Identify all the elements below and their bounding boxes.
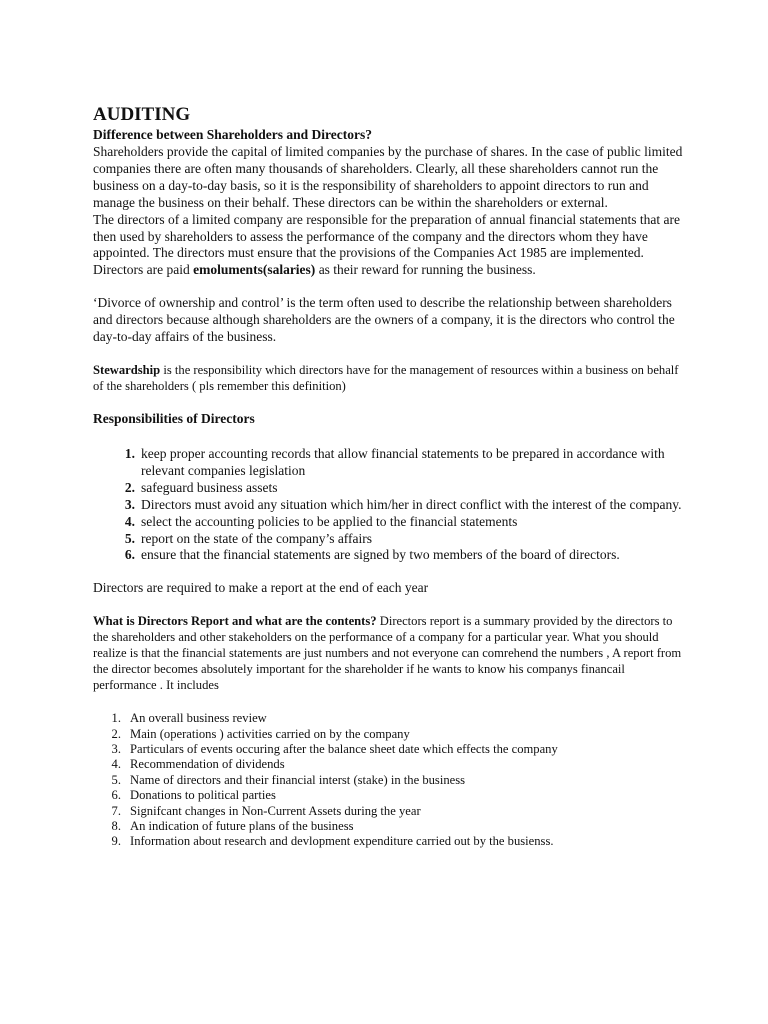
list-item-text: Donations to political parties bbox=[130, 788, 276, 803]
list-item-text: Directors must avoid any situation which him/her in direct conflict with the interest of the company. bbox=[141, 496, 682, 512]
list-item bbox=[93, 514, 683, 531]
list-item-number: 3. bbox=[111, 742, 121, 757]
list-item-text: keep proper accounting records that allow financial statements to be prepared in accordance with relevant companies legislation bbox=[141, 445, 665, 478]
document-body bbox=[93, 104, 683, 850]
list-item-text: Signifcant changes in Non-Current Assets during the year bbox=[130, 803, 421, 818]
list-item-number: 9. bbox=[111, 834, 121, 849]
list-item bbox=[93, 711, 683, 726]
list-item bbox=[93, 788, 683, 803]
document-title: AUDITING bbox=[93, 104, 191, 125]
paragraph-directors-report bbox=[93, 613, 683, 693]
paragraph-shareholders: Shareholders provide the capital of limited companies by the purchase of shares. In the case of public limited companies there are often many thousands of shareholders. Clearly, all these shareholders cannot run the business on a day-to-day basis, so it is the responsibility of shareholders to appoint directors to run and manage the business on their behalf. These directors can be within the shareholders or external. bbox=[93, 144, 683, 210]
list-item-number: 6. bbox=[124, 547, 135, 563]
list-item bbox=[93, 773, 683, 788]
list-item bbox=[93, 547, 683, 564]
paragraph-directors-text: The directors of a limited company are responsible for the preparation of annual financial statements that are then used by shareholders to assess the performance of the company and the directors whom they have appointed. The directors must ensure that the provisions of the Companies Act 1985 are implemented. Directors are paid bbox=[93, 211, 681, 278]
list-item-text: An indication of future plans of the business bbox=[130, 819, 354, 834]
list-item bbox=[93, 727, 683, 742]
list-item bbox=[93, 446, 683, 480]
list-item bbox=[93, 480, 683, 497]
section-subtitle: Difference between Shareholders and Directors? bbox=[93, 127, 372, 142]
stewardship-term: Stewardship bbox=[93, 362, 161, 377]
list-item-number: 8. bbox=[111, 819, 121, 834]
directors-report-answer: Directors report is a summary provided by the directors to the shareholders and other stakeholders on the performance of a company for a particular year. What you should realize is that the financial statements are just numbers and not everyone can comrehend the numbers , A report from the director becomes absolutely important for the shareholder if he wants to know his companys financail performance . It includes bbox=[93, 614, 682, 693]
list-item-text: safeguard business assets bbox=[141, 479, 278, 495]
emoluments-term: emoluments(salaries) bbox=[193, 262, 316, 278]
paragraph-divorce-ownership: ‘Divorce of ownership and control’ is the term often used to describe the relationship between shareholders and directors because although shareholders are the owners of a company, it is the directors who control the day-to-day affairs of the business. bbox=[93, 295, 675, 345]
list-item bbox=[93, 757, 683, 772]
list-item-number: 3. bbox=[124, 496, 135, 512]
list-item-text: Main (operations ) activities carried on by the company bbox=[130, 726, 410, 741]
responsibilities-list bbox=[93, 446, 683, 564]
report-requirement: Directors are required to make a report at the end of each year bbox=[93, 580, 429, 596]
list-item-number: 6. bbox=[111, 788, 121, 803]
list-item-number: 5. bbox=[111, 772, 121, 787]
list-item-number: 4. bbox=[111, 757, 121, 772]
directors-report-question: What is Directors Report and what are the contents? bbox=[93, 614, 377, 629]
stewardship-definition: is the responsibility which directors have for the management of resources within a business on behalf of the shareholders ( pls remember this definition) bbox=[93, 362, 679, 393]
list-item-number: 1. bbox=[124, 445, 135, 461]
list-item bbox=[93, 531, 683, 548]
list-item-text: ensure that the financial statements are signed by two members of the board of directors. bbox=[141, 547, 620, 563]
list-item bbox=[93, 742, 683, 757]
list-item-text: An overall business review bbox=[130, 711, 267, 726]
list-item-number: 2. bbox=[111, 726, 121, 741]
list-item bbox=[93, 834, 683, 849]
list-item-text: Name of directors and their financial interst (stake) in the business bbox=[130, 772, 466, 787]
list-item-number: 1. bbox=[111, 711, 121, 726]
report-contents-list bbox=[93, 711, 683, 850]
list-item-text: Recommendation of dividends bbox=[130, 757, 285, 772]
list-item bbox=[93, 819, 683, 834]
list-item-number: 7. bbox=[111, 803, 121, 818]
list-item-text: Particulars of events occuring after the balance sheet date which effects the company bbox=[130, 742, 558, 757]
paragraph-directors bbox=[93, 212, 683, 280]
list-item-number: 2. bbox=[124, 479, 135, 495]
paragraph-directors-end: as their reward for running the business. bbox=[318, 262, 536, 278]
paragraph-stewardship bbox=[93, 362, 683, 394]
list-item-text: select the accounting policies to be applied to the financial statements bbox=[141, 513, 518, 529]
list-item-number: 4. bbox=[124, 513, 135, 529]
list-item bbox=[93, 804, 683, 819]
responsibilities-heading: Responsibilities of Directors bbox=[93, 410, 255, 426]
list-item-number: 5. bbox=[124, 530, 135, 546]
list-item-text: Information about research and devlopment expenditure carried out by the busienss. bbox=[130, 834, 554, 849]
list-item bbox=[93, 497, 683, 514]
list-item-text: report on the state of the company’s affairs bbox=[141, 530, 373, 546]
